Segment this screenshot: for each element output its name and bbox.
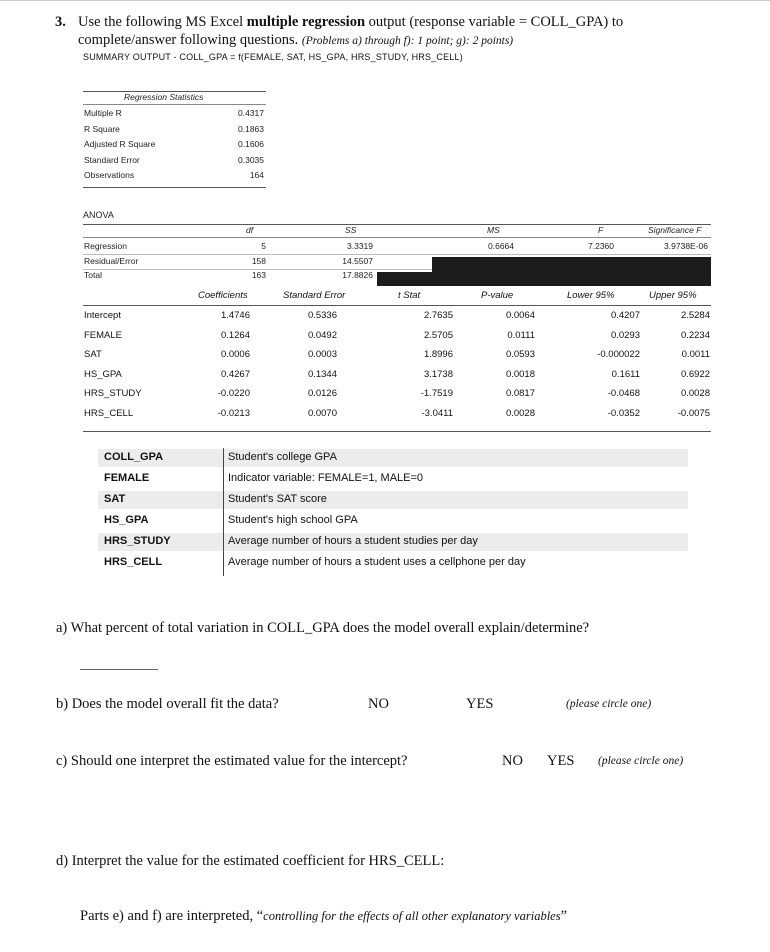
coef-bottom-rule (83, 431, 711, 432)
coef-value: 1.4746 (220, 310, 250, 321)
anova-ss: 14.5507 (342, 255, 373, 266)
coef-value: 0.1264 (220, 329, 250, 341)
coef-lower-95: 0.0293 (610, 329, 640, 341)
coef-std-error: 0.0003 (307, 349, 337, 361)
definitions-divider (223, 448, 224, 576)
definition-desc: Indicator variable: FEMALE=1, MALE=0 (228, 472, 424, 484)
coef-t-stat: 3.1738 (423, 368, 453, 380)
definition-term: COLL_GPA (104, 451, 164, 463)
anova-sigf: 3.9738E-06 (664, 241, 708, 251)
anova-blackout-redaction (432, 257, 711, 286)
coef-p-value: 0.0817 (505, 388, 535, 400)
coef-upper-95: 0.0028 (680, 388, 710, 400)
anova-header-sigf: Significance F (648, 225, 702, 235)
coef-t-stat: 2.5705 (423, 329, 453, 341)
anova-header-rule (83, 237, 711, 238)
definition-desc: Average number of hours a student studies per day (228, 535, 478, 547)
anova-top-rule (83, 224, 711, 225)
coef-row-label: HRS_CELL (84, 408, 134, 419)
question-number: 3. (55, 14, 66, 30)
coef-std-error: 0.0126 (307, 388, 337, 400)
coef-row-label: SAT (84, 349, 102, 361)
definition-row (98, 491, 688, 509)
anova-row-label: Total (84, 270, 102, 280)
coef-t-stat: 2.7635 (423, 310, 453, 321)
part-b-circle-note: (please circle one) (566, 698, 652, 710)
coef-row-label: FEMALE (84, 329, 123, 341)
coef-header-p: P-value (481, 290, 514, 301)
coef-upper-95: 0.0011 (681, 349, 710, 361)
part-c-yes-option[interactable]: YES (547, 753, 575, 769)
regstats-value: 164 (249, 170, 264, 180)
anova-df: 158 (251, 255, 266, 266)
anova-ss: 17.8826 (342, 270, 373, 280)
anova-ms: 0.6664 (488, 241, 514, 251)
definition-desc: Average number of hours a student uses a cellphone per day (228, 556, 526, 568)
definition-term: HRS_CELL (104, 556, 163, 568)
coef-header-lower: Lower 95% (567, 290, 615, 301)
coef-upper-95: 0.2234 (680, 329, 710, 341)
regstats-title: Regression Statistics (124, 92, 204, 102)
coef-lower-95: 0.1611 (611, 368, 640, 380)
coef-t-stat: 1.8996 (423, 349, 453, 361)
part-a-answer-blank[interactable] (80, 669, 158, 670)
coef-t-stat: -3.0411 (421, 408, 453, 419)
coef-std-error: 0.1344 (307, 368, 337, 380)
part-a-question: a) What percent of total variation in COLL_GPA does the model overall explain/determine? (56, 620, 590, 636)
coef-header-coef: Coefficients (198, 290, 248, 301)
regstats-value: 0.3035 (238, 154, 264, 165)
regstats-label: Adjusted R Square (84, 139, 156, 149)
coef-value: -0.0220 (217, 388, 250, 400)
regstats-header-rule (83, 104, 266, 105)
regstats-value: 0.4317 (238, 108, 264, 118)
coef-header-t: t Stat (398, 290, 421, 301)
question-line-1: Use the following MS Excel multiple regression output (response variable = COLL_GPA) to (78, 14, 624, 30)
coef-p-value: 0.0028 (505, 408, 535, 419)
regstats-label: Standard Error (84, 154, 140, 165)
parts-ef-instruction: Parts e) and f) are interpreted, “controlling for the effects of all other explanatory variables” (80, 908, 568, 924)
coef-upper-95: -0.0075 (677, 408, 710, 419)
coef-upper-95: 2.5284 (680, 310, 710, 321)
regstats-label: R Square (84, 123, 120, 134)
definition-row (98, 554, 688, 572)
definition-term: FEMALE (104, 472, 150, 484)
coef-value: 0.0006 (220, 349, 250, 361)
part-b-no-option[interactable]: NO (368, 696, 389, 712)
anova-ss: 3.3319 (347, 241, 373, 251)
definition-desc: Student's college GPA (228, 451, 337, 463)
regstats-bottom-rule (83, 187, 266, 188)
anova-f: 7.2360 (588, 241, 614, 251)
definition-desc: Student's SAT score (228, 493, 327, 505)
anova-header-ms: MS (487, 225, 500, 235)
coef-lower-95: -0.0352 (607, 408, 640, 419)
coef-value: -0.0213 (217, 408, 250, 419)
coef-lower-95: -0.0468 (607, 388, 640, 400)
part-c-no-option[interactable]: NO (502, 753, 523, 769)
definition-row (98, 533, 688, 551)
definition-term: HS_GPA (104, 514, 149, 526)
part-b-question: b) Does the model overall fit the data? (56, 696, 279, 712)
part-c-question: c) Should one interpret the estimated value for the intercept? (56, 753, 408, 769)
coef-p-value: 0.0593 (505, 349, 535, 361)
coef-row-label: HRS_STUDY (84, 388, 142, 400)
coef-header-upper: Upper 95% (649, 290, 697, 301)
definition-term: SAT (104, 493, 126, 505)
coef-p-value: 0.0111 (507, 329, 535, 341)
coef-upper-95: 0.6922 (680, 368, 710, 380)
coef-row-label: HS_GPA (84, 368, 122, 380)
summary-output-header: SUMMARY OUTPUT - COLL_GPA = f(FEMALE, SAT, HS_GPA, HRS_STUDY, HRS_CELL) (83, 52, 463, 62)
regstats-label: Observations (84, 170, 135, 180)
part-c-circle-note: (please circle one) (598, 755, 684, 767)
page-top-border (0, 0, 770, 7)
coef-row-label: Intercept (84, 310, 121, 321)
anova-header-f: F (598, 225, 604, 235)
regstats-top-rule (83, 91, 266, 92)
anova-blackout-redaction-2 (377, 272, 432, 286)
coef-std-error: 0.0492 (307, 329, 337, 341)
regstats-value: 0.1606 (238, 139, 264, 149)
coef-header-se: Standard Error (283, 290, 346, 301)
anova-df: 5 (261, 241, 266, 251)
coef-p-value: 0.0018 (505, 368, 535, 380)
regstats-label: Multiple R (84, 108, 122, 118)
anova-row-rule (83, 254, 711, 255)
coef-std-error: 0.5336 (307, 310, 337, 321)
coef-header-rule (83, 305, 711, 306)
part-d-question: d) Interpret the value for the estimated coefficient for HRS_CELL: (56, 853, 445, 869)
definition-desc: Student's high school GPA (228, 514, 358, 526)
definition-row (98, 512, 688, 530)
anova-row-label: Residual/Error (84, 255, 139, 266)
definition-term: HRS_STUDY (104, 535, 171, 547)
coef-p-value: 0.0064 (505, 310, 535, 321)
coef-t-stat: -1.7519 (420, 388, 453, 400)
coef-lower-95: 0.4207 (610, 310, 640, 321)
anova-title: ANOVA (83, 210, 114, 220)
anova-header-df: df (246, 225, 254, 235)
anova-header-ss: SS (345, 225, 357, 235)
question-line-2: complete/answer following questions. (Problems a) through f): 1 point; g): 2 points) (78, 32, 514, 48)
anova-df: 163 (251, 270, 266, 280)
part-b-yes-option[interactable]: YES (466, 696, 494, 712)
definition-row (98, 470, 688, 488)
anova-row-label: Regression (84, 241, 127, 251)
regstats-value: 0.1863 (238, 123, 264, 134)
coef-lower-95: -0.000022 (597, 349, 640, 361)
coef-std-error: 0.0070 (307, 408, 337, 419)
coef-value: 0.4267 (220, 368, 250, 380)
definition-row (98, 449, 688, 467)
